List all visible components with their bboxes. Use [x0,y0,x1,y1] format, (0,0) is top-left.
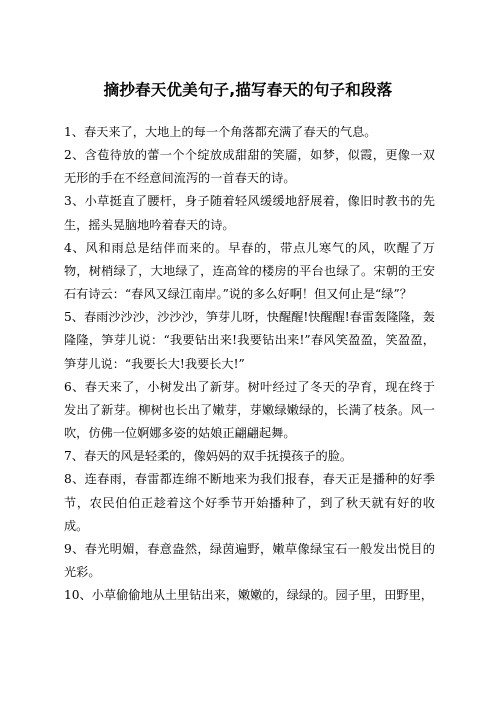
document-title: 摘抄春天优美句子,描写春天的句子和段落 [103,81,393,99]
paragraph-1: 1、春天来了，大地上的每一个角落都充满了春天的气息。 [64,125,377,139]
paragraph-7: 7、春天的风是轻柔的，像妈妈的双手抚摸孩子的脸。 [64,449,353,464]
document-body [64,121,435,607]
paragraph-3: 3、小草挺直了腰杆，身子随着轻风缓缓地舒展着，像旧时教书的先生，摇头晃脑地吟着春天的诗。 [64,194,435,232]
paragraph-10: 10、小草偷偷地从土里钻出来，嫩嫩的，绿绿的。园子里，田野里， [64,588,433,603]
paragraph-4: 4、风和雨总是结伴而来的。早春的，带点儿寒气的风，吹醒了万物，树梢绿了，大地绿了，连高耸的楼房的平台也绿了。宋朝的王安石有诗云：“春风又绿江南岸。”说的多么好啊！但又何止是“绿”？ [64,240,435,302]
paragraph-6: 6、春天来了，小树发出了新芽。树叶经过了冬天的孕育，现在终于发出了新芽。柳树也长出了嫩芽，芽嫩绿嫩绿的，长满了枝条。风一吹，仿佛一位婀娜多姿的姑娘正翩翩起舞。 [64,379,435,441]
paragraph-8: 8、连春雨，春雷都连绵不断地来为我们报春，春天正是播种的好季节，农民伯伯正趁着这个好季节开始播种了，到了秋天就有好的收成。 [64,472,435,533]
paragraph-2: 2、含苞待放的蕾一个个绽放成甜甜的笑靥，如梦，似霞，更像一双无形的手在不经意间流泻的一首春天的诗。 [64,148,435,186]
paragraph-9: 9、春光明媚，春意盎然，绿茵遍野，嫩草像绿宝石一般发出悦目的光彩。 [64,541,435,579]
paragraph-5: 5、春雨沙沙沙，沙沙沙，笋芽儿呀，快醒醒!快醒醒!春雷轰隆隆，轰隆隆，笋芽儿说：“我要钻出来!我要钻出来!”春风笑盈盈，笑盈盈，笋芽儿说：“我要长大!我要长大!” [64,310,435,371]
